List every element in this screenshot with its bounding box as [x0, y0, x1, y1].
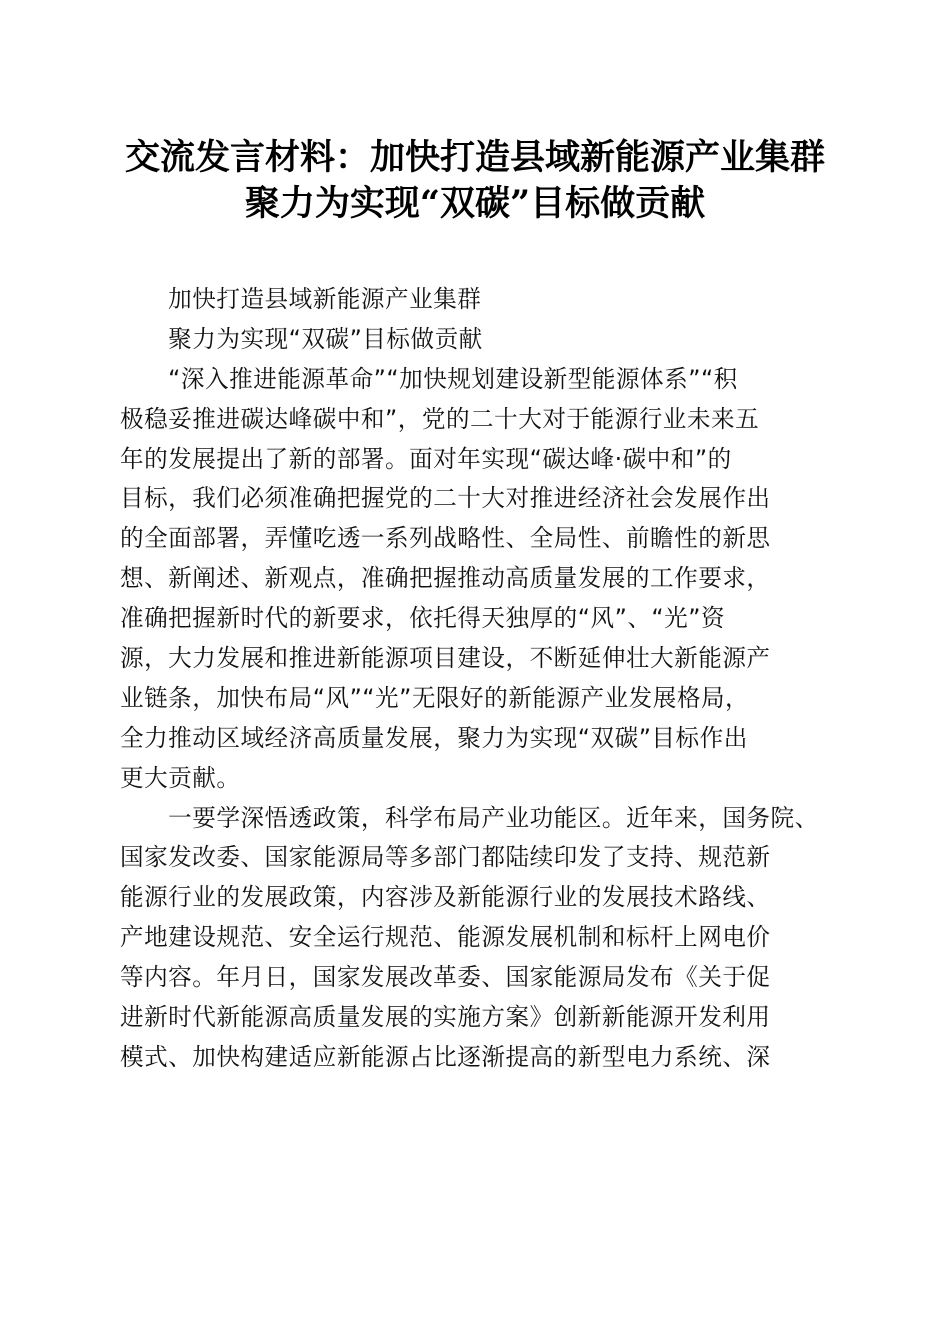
body-line: 进新时代新能源高质量发展的实施方案》创新新能源开发利用	[120, 1003, 771, 1032]
body-line: 年的发展提出了新的部署。面对年实现“碳达峰·碳中和”的	[120, 444, 732, 473]
body-line: “深入推进能源革命”“加快规划建设新型能源体系”“积	[120, 364, 738, 393]
body-line: 业链条，加快布局“风”“光”无限好的新能源产业发展格局，	[120, 683, 750, 712]
body-line: 源，大力发展和推进新能源项目建设，不断延伸壮大新能源产	[120, 644, 771, 673]
body-line: 模式、加快构建适应新能源占比逐渐提高的新型电力系统、深	[120, 1042, 771, 1071]
body-line: 目标，我们必须准确把握党的二十大对推进经济社会发展作出	[120, 484, 771, 513]
body-line: 一要学深悟透政策，科学布局产业功能区。近年来，国务院、	[120, 803, 819, 832]
body-line: 国家发改委、国家能源局等多部门都陆续印发了支持、规范新	[120, 843, 771, 872]
body-line: 极稳妥推进碳达峰碳中和”，党的二十大对于能源行业未来五	[120, 404, 760, 433]
body-line: 加快打造县域新能源产业集群	[120, 285, 482, 313]
body-line: 想、新阐述、新观点，准确把握推动高质量发展的工作要求，	[120, 564, 771, 593]
body-line: 准确把握新时代的新要求，依托得天独厚的“风”、“光”资	[120, 604, 726, 633]
document-body	[120, 280, 840, 1078]
body-line: 等内容。年月日，国家发展改革委、国家能源局发布《关于促	[120, 963, 771, 992]
document-title-line-1: 交流发言材料：加快打造县域新能源产业集群	[124, 137, 825, 178]
body-line: 聚力为实现“双碳”目标做贡献	[120, 324, 483, 353]
body-line: 全力推动区域经济高质量发展，聚力为实现“双碳”目标作出	[120, 723, 748, 752]
body-line: 更大贡献。	[120, 763, 241, 792]
body-line: 产地建设规范、安全运行规范、能源发展机制和标杆上网电价	[120, 923, 771, 952]
body-line: 的全面部署，弄懂吃透一系列战略性、全局性、前瞻性的新思	[120, 524, 771, 553]
document-title-line-2: 聚力为实现“双碳”目标做贡献	[244, 183, 706, 224]
body-line: 能源行业的发展政策，内容涉及新能源行业的发展技术路线、	[120, 883, 771, 912]
